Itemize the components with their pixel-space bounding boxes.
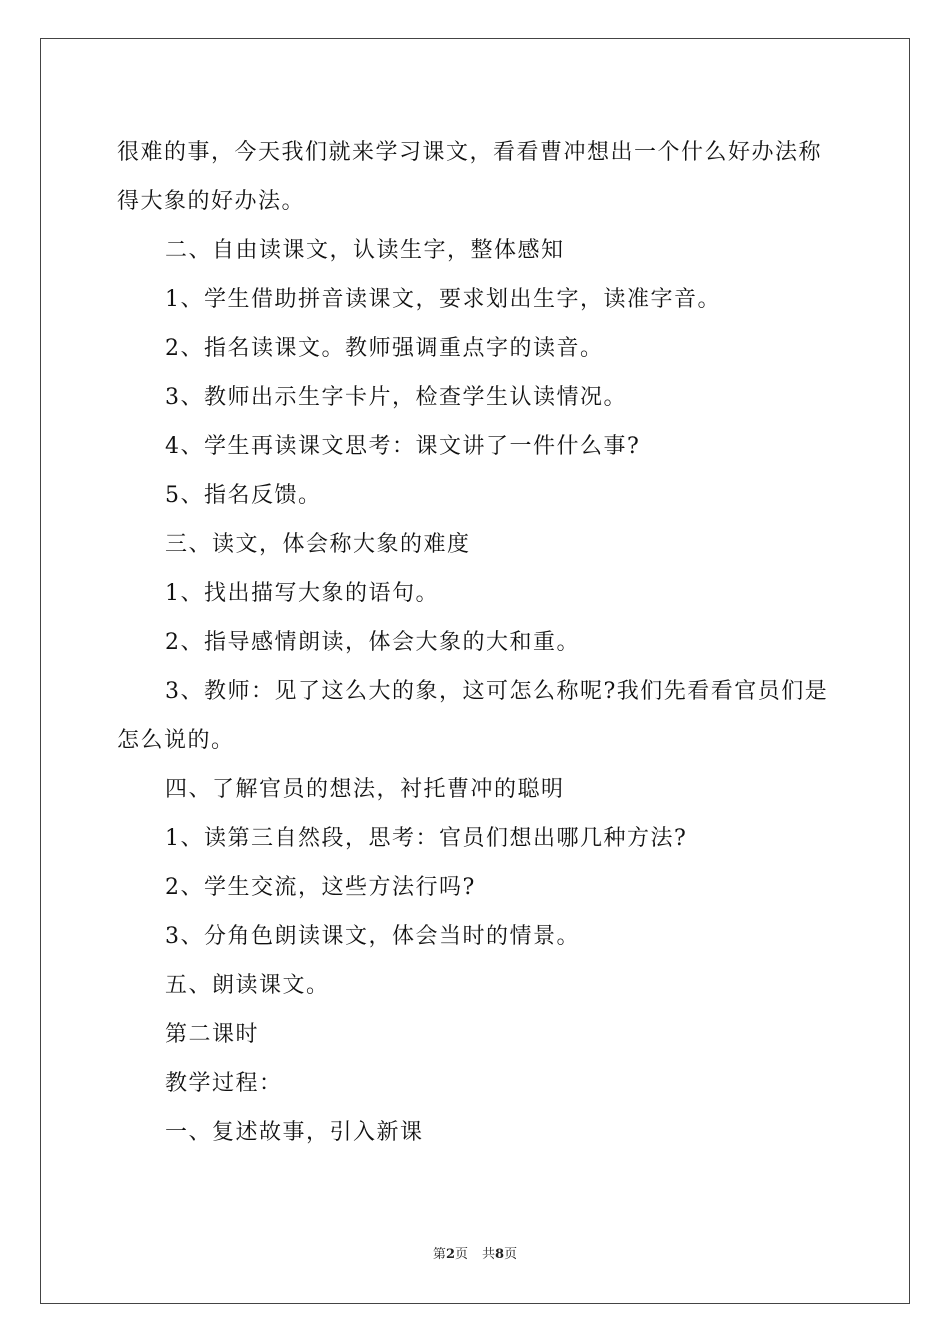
list-item: 3、教师出示生字卡片，检查学生认读情况。	[165, 385, 627, 410]
list-item: 2、指名读课文。教师强调重点字的读音。	[165, 336, 604, 361]
list-item: 2、学生交流，这些方法行吗?	[165, 875, 476, 900]
page-total: 8	[495, 1247, 505, 1262]
section-heading-2: 二、自由读课文，认读生字，整体感知	[165, 238, 565, 263]
list-item: 1、学生借助拼音读课文，要求划出生字，读准字音。	[165, 287, 721, 312]
list-item: 4、学生再读课文思考：课文讲了一件什么事?	[165, 434, 641, 459]
list-item: 1、找出描写大象的语句。	[165, 581, 439, 606]
list-item: 3、教师：见了这么大的象，这可怎么称呢?我们先看看官员们是怎么说的。	[117, 679, 829, 753]
lesson-title: 第二课时	[165, 1022, 260, 1047]
section-heading-4: 四、了解官员的想法，衬托曹冲的聪明	[165, 777, 565, 802]
process-heading: 教学过程：	[165, 1071, 283, 1096]
paragraph-1: 很难的事，今天我们就来学习课文，看看曹冲想出一个什么好办法称得大象的好办法。	[117, 140, 823, 214]
list-item: 3、分角色朗读课文，体会当时的情景。	[165, 924, 580, 949]
list-item: 2、指导感情朗读，体会大象的大和重。	[165, 630, 580, 655]
total-prefix: 共	[482, 1247, 496, 1262]
page-prefix: 第	[432, 1247, 446, 1262]
page-current: 2	[445, 1247, 455, 1262]
section-heading-1: 一、复述故事，引入新课	[165, 1120, 424, 1145]
section-heading-3: 三、读文，体会称大象的难度	[165, 532, 471, 557]
page-footer	[0, 1243, 950, 1262]
total-suffix: 页	[504, 1247, 518, 1262]
page-suffix: 页	[454, 1247, 468, 1262]
list-item: 1、读第三自然段，思考：官员们想出哪几种方法?	[165, 826, 688, 851]
list-item: 5、指名反馈。	[165, 483, 322, 508]
document-body	[117, 128, 837, 1157]
section-heading-5: 五、朗读课文。	[165, 973, 330, 998]
